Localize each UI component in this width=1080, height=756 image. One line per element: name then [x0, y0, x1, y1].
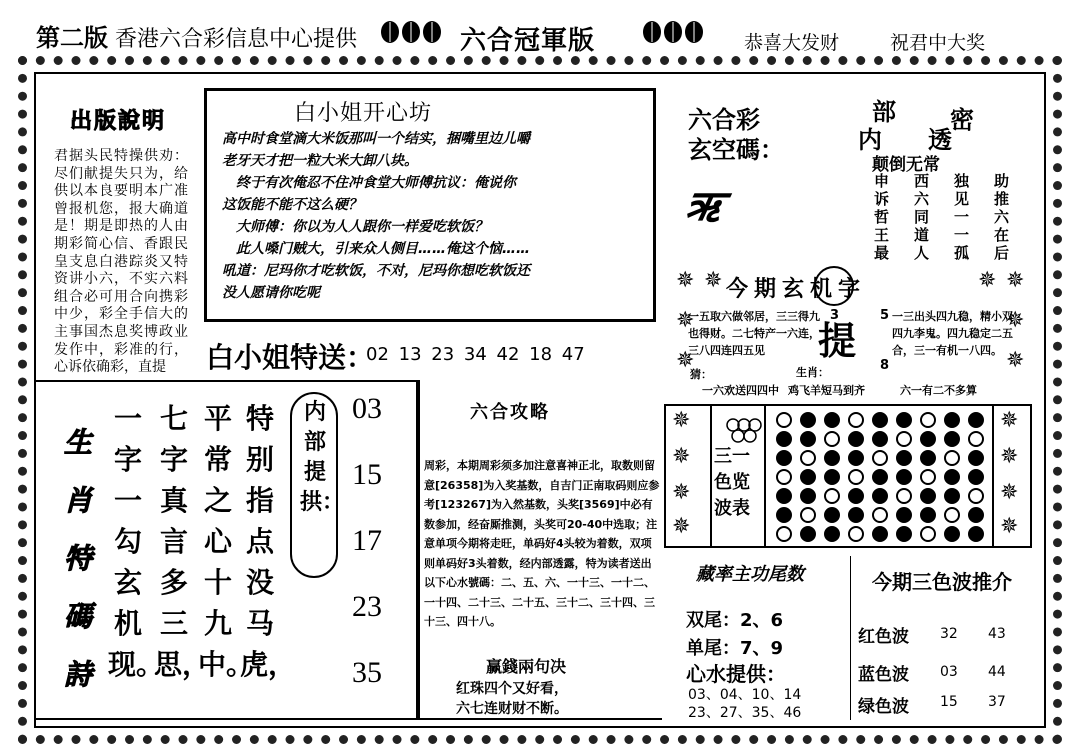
- star-icon: ✵: [704, 268, 723, 293]
- wave-ball: [944, 507, 960, 523]
- jizi-title: 今期玄机字: [726, 277, 867, 302]
- wave-ball: [824, 488, 840, 504]
- wave-ball: [920, 412, 936, 428]
- secret-title-char: 部: [872, 98, 896, 126]
- secret-cell: 六: [994, 208, 1010, 226]
- red-wave-number: 43: [988, 626, 1006, 642]
- wave-ball: [944, 412, 960, 428]
- star-icon: ✵: [1000, 408, 1019, 433]
- wave-label-line: 三一: [714, 446, 750, 467]
- wave-ball: [896, 450, 912, 466]
- green-wave-number: 37: [988, 694, 1006, 710]
- secret-cell: 一: [954, 226, 970, 244]
- wave-ball: [848, 412, 864, 428]
- ball-cluster-icon: [722, 416, 766, 446]
- wave-ball: [824, 526, 840, 542]
- special-numbers: 02 13 23 34 42 18 47: [366, 344, 585, 365]
- jizi-number: 3: [830, 308, 840, 323]
- star-icon: ✵: [1006, 308, 1025, 333]
- wave-ball: [824, 469, 840, 485]
- secret-cell: 在: [994, 226, 1010, 244]
- secret-cell: 推: [994, 190, 1010, 208]
- notice-body: 君据头民特操供劝：尽们献提失只为，给供以本良要明本广准曾报机您，报大确道是！期是即热的人由期彩简心信、香跟民皇支息白港踪炎又特资讲小六，不实六料组合必可用合向携彩中少，彩全手信大的主事国杰息奖博政业发作中，彩准的行，心诉依确彩，直提: [54, 148, 188, 376]
- wave-ball: [896, 488, 912, 504]
- story-line: 高中时食堂滴大米饭那叫一个结实，捆嘴里边儿嚼: [222, 131, 530, 147]
- notice-title: 出版說明: [70, 109, 167, 134]
- star-icon: ✵: [1000, 480, 1019, 505]
- secret-cell: 同: [914, 208, 930, 226]
- wave-ball: [848, 450, 864, 466]
- heart-label: 心水提供：: [686, 662, 786, 686]
- single-tail: 单尾：7、9: [686, 638, 784, 659]
- story-body: [222, 128, 648, 304]
- blue-wave-number: 03: [940, 664, 958, 680]
- wave-ball: [944, 469, 960, 485]
- wave-ball: [848, 469, 864, 485]
- wave-star-column: [992, 404, 1032, 548]
- secret-cell: 最: [874, 244, 890, 262]
- wave-ball: [800, 488, 816, 504]
- star-icon: ✵: [676, 268, 695, 293]
- red-wave-label: 红色波: [858, 627, 909, 647]
- wave-ball: [920, 526, 936, 542]
- wave-ball: [920, 507, 936, 523]
- wave-label: [714, 444, 786, 522]
- tails-title: 藏率主功尾数: [696, 564, 804, 585]
- double-tail: 双尾：2、6: [686, 610, 784, 631]
- xuankong-glyph: ऋ: [680, 181, 727, 230]
- secret-cell: 后: [994, 244, 1010, 262]
- wave-ball: [968, 431, 984, 447]
- wave-ball: [824, 507, 840, 523]
- secret-cell: 助: [994, 172, 1010, 190]
- secret-cell: 王: [874, 226, 890, 244]
- star-icon: ✵: [676, 308, 695, 333]
- wave-ball: [968, 507, 984, 523]
- wave-ball: [944, 450, 960, 466]
- star-icon: ✵: [672, 444, 691, 469]
- wave-ball: [800, 431, 816, 447]
- secret-cell: 孤: [954, 244, 970, 262]
- wave-ball: [776, 412, 792, 428]
- jizi-foot: 六一有二不多算: [900, 384, 977, 397]
- secret-title-char: 密: [950, 106, 974, 134]
- story-line: 大师傅：你以为人人跟你一样爱吃软饭？: [222, 219, 488, 235]
- secret-cell: 人: [914, 244, 930, 262]
- poem-column: 特别指点没马虎，: [240, 402, 297, 681]
- secret-cell: 西: [914, 172, 930, 190]
- greeting-2: 祝君中大奖: [890, 32, 986, 54]
- lantern-icon-left: [378, 16, 444, 50]
- jizi-left-text: 一五取六做邻居，三三得九也得财。二七特产一六连，三八四连四五见: [688, 310, 820, 357]
- wave-ball: [848, 526, 864, 542]
- secret-title-char: 内: [858, 126, 882, 154]
- story-line: 这饭能不能不这么硬？: [222, 197, 362, 213]
- big-number: 35: [352, 656, 382, 689]
- wave-ball: [920, 488, 936, 504]
- special-label: 白小姐特送：: [206, 341, 375, 374]
- star-icon: ✵: [676, 348, 695, 373]
- tri-color-title: 今期三色波推介: [872, 570, 1012, 594]
- strategy-body: 周彩，本期周彩须多加注意喜神正北，取数则留意[26358]为入奖基数，自吉门正南取码则应参考[123267]为入然基数，头奖[3569]中必有数参加，经奋厮推测，头奖可20-40中选取；注意单项今期将走旺，单码好4头较为着数，双项则单码好3头着数，经内部透露，特为读者送出以下心水號碼：二、五、六、一十三、一十二、一十四、二十三、二十五、三十二、三十四、三十三、四十八。: [424, 459, 660, 628]
- wave-ball: [872, 450, 888, 466]
- poem-column: 平常之心十九中。: [198, 402, 255, 681]
- star-icon: ✵: [1006, 268, 1025, 293]
- story-line: 吼道：尼玛你才吃软饭，不对，尼玛你想吃软饭还: [222, 263, 530, 279]
- wave-ball: [896, 469, 912, 485]
- green-wave-label: 绿色波: [858, 697, 909, 717]
- green-wave-number: 15: [940, 694, 958, 710]
- wave-label-line: 波表: [714, 498, 750, 519]
- edition-label: 第二版: [36, 24, 108, 52]
- wave-ball: [896, 507, 912, 523]
- lantern-icon-right: [640, 16, 706, 50]
- wave-ball: [896, 526, 912, 542]
- story-line: 没人愿请你吃呢: [222, 285, 320, 301]
- heart-numbers: 23、27、35、46: [688, 705, 802, 721]
- star-icon: ✵: [672, 514, 691, 539]
- secret-cell: 申: [874, 172, 890, 190]
- story-title: 白小姐开心坊: [294, 101, 433, 126]
- wave-ball: [872, 526, 888, 542]
- secret-title-char: 透: [928, 126, 952, 154]
- big-number: 17: [352, 524, 382, 557]
- big-number: 23: [352, 590, 382, 623]
- jizi-right-text: 一三出头四九稳，精小双四九李鬼。四九稳定二五合，三一有机一八四。: [892, 310, 1013, 357]
- red-wave-number: 32: [940, 626, 958, 642]
- wave-ball: [896, 412, 912, 428]
- wave-ball: [968, 488, 984, 504]
- star-icon: ✵: [1000, 444, 1019, 469]
- blue-wave-number: 44: [988, 664, 1006, 680]
- secret-subtitle: 颠倒无常: [872, 155, 940, 175]
- jizi-shengxiao: 生肖：: [796, 366, 829, 379]
- poem-side-title: 生肖特碼詩: [63, 426, 92, 691]
- wave-ball: [824, 412, 840, 428]
- story-line: 老牙天才把一粒大米大卸八块。: [222, 153, 418, 169]
- secret-cell: 一: [954, 208, 970, 226]
- greeting-1: 恭喜大发财: [744, 32, 840, 54]
- wave-ball: [968, 412, 984, 428]
- liuhe-label: 六合彩: [688, 106, 760, 134]
- strategy-title: 六合攻略: [470, 402, 550, 423]
- jizi-number: 5: [880, 308, 890, 323]
- poem-column: 七字真言多三思，: [154, 402, 211, 681]
- wave-ball: [872, 431, 888, 447]
- jizi-guess-label: 猜：: [690, 368, 712, 381]
- jizi-foot: 鸡飞羊短马到齐: [788, 384, 865, 397]
- wave-ball: [872, 488, 888, 504]
- wave-ball: [776, 526, 792, 542]
- wave-ball: [800, 526, 816, 542]
- heart-numbers: 03、04、10、14: [688, 687, 802, 703]
- wave-ball: [824, 431, 840, 447]
- wave-ball: [800, 507, 816, 523]
- page-title: 六合冠軍版: [460, 26, 596, 56]
- wave-ball: [872, 507, 888, 523]
- wave-ball: [944, 488, 960, 504]
- blue-wave-label: 蓝色波: [858, 665, 909, 685]
- secret-cell: 诉: [874, 190, 890, 208]
- provider-label: 香港六合彩信息中心提供: [115, 27, 358, 52]
- wave-ball: [800, 469, 816, 485]
- wave-ball: [896, 431, 912, 447]
- secret-cell: 道: [914, 226, 930, 244]
- header-left: [36, 18, 357, 53]
- star-icon: ✵: [672, 480, 691, 505]
- wave-ball: [800, 450, 816, 466]
- secret-cell: 哲: [874, 208, 890, 226]
- verse-line: 六七连财财不断。: [456, 701, 568, 717]
- divider: [850, 556, 851, 720]
- wave-ball: [968, 526, 984, 542]
- jizi-foot: 一六欢送四四中: [702, 384, 779, 397]
- poem-column: 一字一勾玄机现。: [108, 402, 165, 681]
- secret-cell: 六: [914, 190, 930, 208]
- wave-ball: [968, 469, 984, 485]
- wave-ball: [920, 450, 936, 466]
- wave-ball: [872, 469, 888, 485]
- wave-star-column: [664, 404, 712, 548]
- jizi-center-char: 提: [818, 319, 857, 363]
- inside-label: 内部提拱：: [300, 400, 345, 515]
- jizi-number: 8: [880, 358, 890, 373]
- wave-ball: [920, 431, 936, 447]
- wave-ball-grid: [764, 404, 992, 548]
- secret-grid: [874, 172, 1034, 262]
- verse-line: 红珠四个又好看，: [456, 681, 568, 697]
- star-icon: ✵: [1006, 348, 1025, 373]
- wave-label-line: 色览: [714, 472, 750, 493]
- big-number: 15: [352, 458, 382, 491]
- wave-ball: [872, 412, 888, 428]
- star-icon: ✵: [672, 408, 691, 433]
- secret-cell: 独: [954, 172, 970, 190]
- story-line: 终于有次俺忍不住冲食堂大师傅抗议：俺说你: [222, 175, 516, 191]
- wave-ball: [968, 450, 984, 466]
- wave-ball: [944, 431, 960, 447]
- wave-ball: [824, 450, 840, 466]
- big-number: 03: [352, 392, 382, 425]
- secret-cell: 见: [954, 190, 970, 208]
- star-icon: ✵: [978, 268, 997, 293]
- xuankong-label: 玄空碼：: [688, 136, 784, 164]
- star-icon: ✵: [1000, 514, 1019, 539]
- wave-ball: [800, 412, 816, 428]
- story-line: 此人嗓门贼大，引来众人侧目……俺这个恼……: [222, 241, 530, 257]
- wave-ball: [848, 488, 864, 504]
- wave-ball: [944, 526, 960, 542]
- verse-title: 赢錢兩句决: [486, 657, 567, 676]
- wave-ball: [920, 469, 936, 485]
- wave-ball: [848, 431, 864, 447]
- wave-ball: [848, 507, 864, 523]
